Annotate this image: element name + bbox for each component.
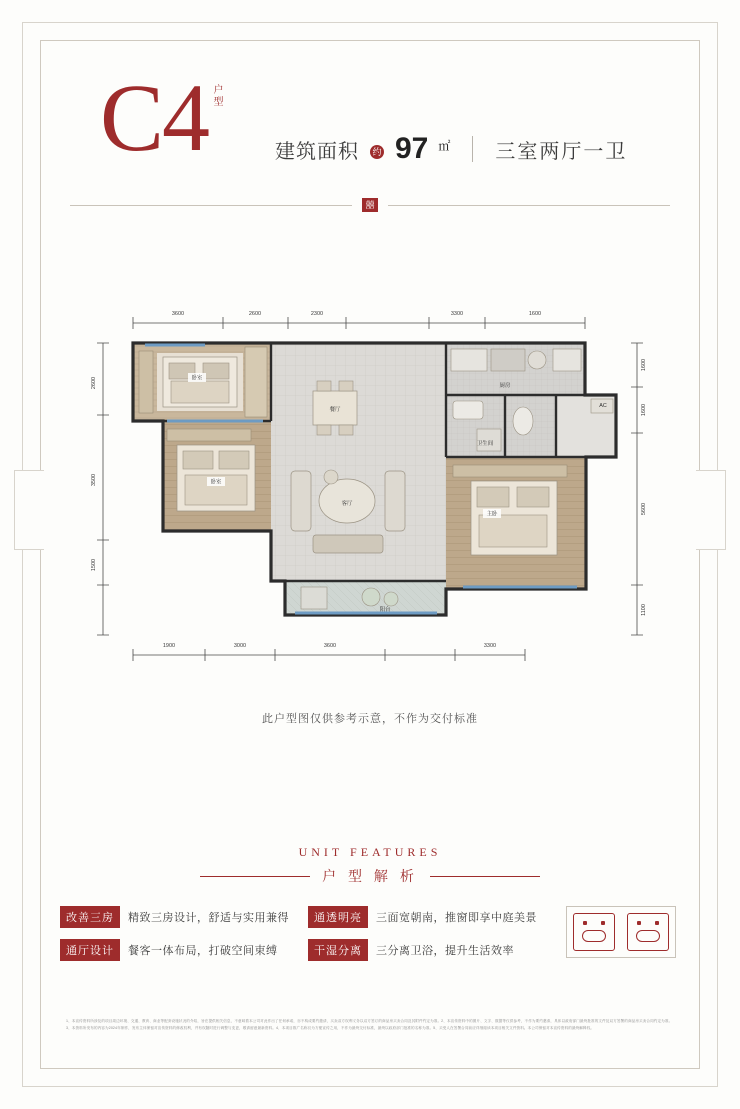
svg-text:厨房: 厨房: [499, 383, 511, 389]
plan-note: 此户型图仅供参考示意，不作为交付标准: [262, 713, 478, 725]
svg-text:主卧: 主卧: [486, 511, 498, 518]
disclaimer-line-2: 3、本资料所发布的内容为2024年制作，发布主体保留对宣传资料的修改权利，并有权随时进行调整与变更，敬请留意最新资料。4、本项目推广名称仅为方便宣传之用，不作为最终交付标准，最终以政府部门批准的名称为准。5、买受人在签署合同前应详细阅读本项目相关文件资料。本公司保留对本宣传资料的最终解释权。: [66, 1025, 595, 1030]
svg-text:AC: AC: [599, 403, 607, 409]
svg-text:2300: 2300: [310, 311, 324, 317]
area-value: 97: [395, 132, 429, 165]
svg-text:1500: 1500: [91, 558, 97, 572]
features-column-right: [308, 906, 558, 972]
svg-text:2600: 2600: [91, 376, 97, 390]
features-column-left: [60, 906, 308, 972]
features-rule-left: [200, 876, 310, 877]
decorative-notch-left: [14, 470, 44, 550]
feature-text: 三面宽朝南，推窗即享中庭美景: [376, 912, 537, 924]
feature-tag: 通厅设计: [60, 939, 120, 961]
svg-text:1600: 1600: [641, 403, 647, 417]
svg-text:3300: 3300: [483, 643, 497, 649]
svg-text:3500: 3500: [91, 473, 97, 487]
svg-text:卧室: 卧室: [191, 375, 203, 382]
features-section: [60, 845, 680, 972]
disclaimer-line-1: 1、本宣传资料所涉及的项目周边环境、交通、教育、商业等配套设施状况的介绍，旨在提供相关信息，不意味着本公司对此作出了任何承诺，亦不构成要约邀请，买卖双方权利义务以双方签订的商品房买卖合同及其附件约定为准。2、本宣传资料中的图片、文字、数据等仅供参考，不作为要约邀请，具体以政府部门最终批准的文件及双方签署的商品房买卖合同约定为准。: [66, 1019, 673, 1023]
approx-badge: 约: [370, 145, 384, 159]
svg-text:1100: 1100: [641, 604, 647, 616]
svg-text:1600: 1600: [528, 311, 542, 317]
svg-text:3600: 3600: [323, 643, 337, 649]
svg-text:5600: 5600: [641, 502, 647, 516]
feature-tag: 通透明亮: [308, 906, 368, 928]
svg-text:3600: 3600: [171, 311, 185, 317]
unit-spec-row: [275, 132, 627, 166]
features-title-cn: 户 型 解 析: [322, 868, 418, 884]
svg-text:1600: 1600: [641, 358, 647, 372]
room-spec: 三室两厅一卫: [495, 141, 628, 163]
feature-item: [308, 939, 558, 961]
svg-text:客厅: 客厅: [341, 501, 353, 507]
feature-item: [60, 939, 308, 961]
features-grid: [60, 906, 680, 972]
feature-item: [308, 906, 558, 928]
svg-text:阳台: 阳台: [379, 607, 391, 613]
feature-item: [60, 906, 308, 928]
floor-plan: [85, 295, 655, 685]
power-socket-icon: [573, 913, 615, 951]
feature-tag: 干湿分离: [308, 939, 368, 961]
socket-diagram: [566, 906, 676, 958]
unit-code-wrap: [100, 64, 223, 171]
spec-divider: [472, 136, 473, 162]
rule-line-left: [70, 205, 352, 206]
decorative-notch-right: [696, 470, 726, 550]
floor-plan-svg: [85, 295, 655, 685]
unit-code: C4: [100, 64, 209, 171]
area-unit: ㎡: [438, 139, 451, 153]
svg-text:1900: 1900: [162, 643, 176, 649]
svg-text:3000: 3000: [233, 643, 247, 649]
feature-text: 餐客一体布局，打破空间束缚: [128, 945, 278, 957]
svg-text:餐厅: 餐厅: [329, 407, 341, 413]
feature-text: 精致三房设计，舒适与实用兼得: [128, 912, 289, 924]
header: [70, 64, 670, 205]
header-rule: [70, 196, 670, 214]
svg-text:卫生间: 卫生间: [476, 441, 494, 447]
feature-tag: 改善三房: [60, 906, 120, 928]
area-label: 建筑面积: [275, 141, 359, 163]
feature-text: 三分离卫浴，提升生活效率: [376, 945, 514, 957]
unit-code-sub-label: 户型: [211, 84, 223, 108]
rule-line-right: [388, 205, 670, 206]
features-rule-right: [430, 876, 540, 877]
disclaimer: [66, 1018, 674, 1031]
features-title-row: [60, 866, 680, 886]
rule-ornament-icon: 囍: [362, 198, 378, 212]
power-socket-icon: [627, 913, 669, 951]
features-title-en: UNIT FEATURES: [298, 845, 442, 859]
svg-text:卧室: 卧室: [210, 479, 222, 486]
svg-text:3300: 3300: [450, 311, 464, 317]
svg-text:2600: 2600: [248, 311, 262, 317]
